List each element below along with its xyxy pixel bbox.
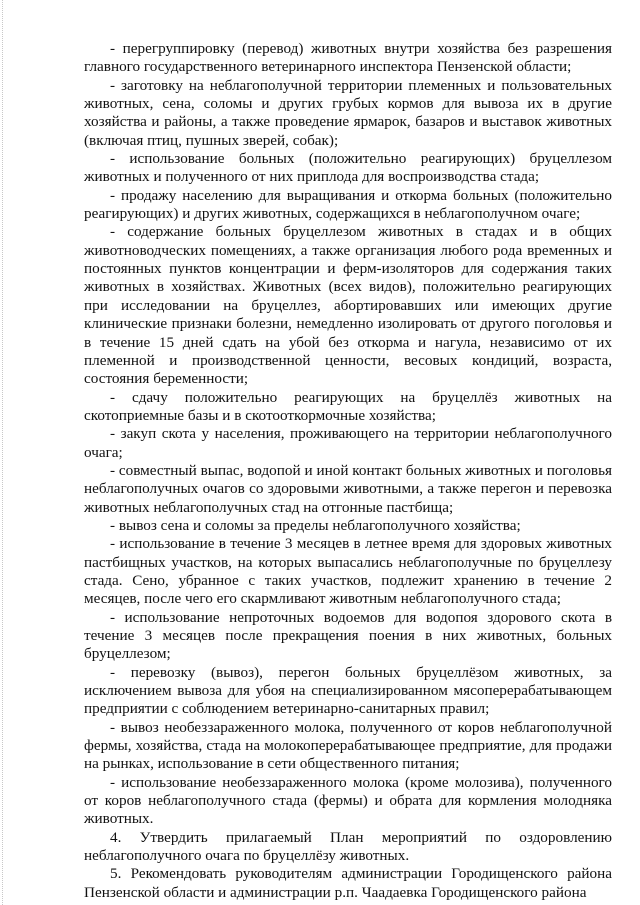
page-edge [2,0,4,905]
paragraph: - использование непроточных водоемов для водопоя здорового скота в течение 3 месяцев после прекращения поения в них животных, больных бруцеллезом; [84,608,612,663]
paragraph: - совместный выпас, водопой и иной контакт больных животных и поголовья неблагополучных очагов со здоровыми животными, а также перегон и перевозка животных неблагополучных стад на отгонные пастбища; [84,461,612,516]
paragraph: - перевозку (вывоз), перегон больных бруцеллёзом животных, за исключением вывоза для убоя на специализированном мясоперерабатывающем предприятии с соблюдением ветеринарно-санитарных правил; [84,663,612,718]
paragraph: - сдачу положительно реагирующих на бруцеллёз животных на скотоприемные базы и в скотооткормочные хозяйства; [84,388,612,424]
paragraph: - использование в течение 3 месяцев в летнее время для здоровых животных пастбищных участков, на которых выпасались неблагополучные по бруцеллезу стада. Сено, убранное с таких участков, подлежит хранению в течение 2 месяцев, после чего его скармливают животным неблагополучного стада; [84,535,612,608]
paragraph: - вывоз сена и соломы за пределы неблагополучного хозяйства; [110,516,521,534]
paragraph: - закуп скота у населения, проживающего на территории неблагополучного очага; [84,425,612,461]
numbered-paragraph: 4. Утвердить прилагаемый План мероприятий по оздоровлению неблагополучного очага по бруцеллёзу животных. [84,828,612,865]
paragraph: - перегруппировку (перевод) животных внутри хозяйства без разрешения главного государственного ветеринарного инспектора Пензенской области; [84,40,612,76]
paragraph: - использование необеззараженного молока (кроме молозива), полученного от коров неблагополучного стада (фермы) и обрата для кормления молодняка животных. [84,773,612,828]
paragraph: - использование больных (положительно реагирующих) бруцеллезом животных и полученного от них приплода для воспроизводства стада; [84,150,612,186]
paragraph: - содержание больных бруцеллезом животных в стадах и в общих животноводческих помещениях, а также организация любого рода временных и постоянных пунктов концентрации и ферм-изоляторов для содержания таких животных в хозяйствах. Животных (всех видов), положительно реагирующих при исследовании на бруцеллез, абортировавших или имеющих другие клинические признаки болезни, немедленно изолировать от другого поголовья и в течение 15 дней сдать на убой без откорма и нагула, независимо от их племенной и производственной ценности, весовых кондиций, возраста, состояния беременности; [84,223,612,388]
numbered-paragraph: 5. Рекомендовать руководителям администрации Городищенского района Пензенской области и администрации р.п. Чаадаевка Городищенского района [84,865,612,901]
document-body [84,40,612,902]
paragraph: - заготовку на неблагополучной территории племенных и пользовательных животных, сена, соломы и других грубых кормов для вывоза их в другие хозяйства и районы, а также проведение ярмарок, базаров и выставок животных (включая птиц, пушных зверей, собак); [84,76,612,149]
paragraph: - вывоз необеззараженного молока, полученного от коров неблагополучной фермы, хозяйства, стада на молокоперерабатывающее предприятие, для продажи на рынках, использование в сети общественного питания; [84,718,612,773]
paragraph: - продажу населению для выращивания и откорма больных (положительно реагирующих) и других животных, содержащихся в неблагополучном очаге; [84,186,612,223]
